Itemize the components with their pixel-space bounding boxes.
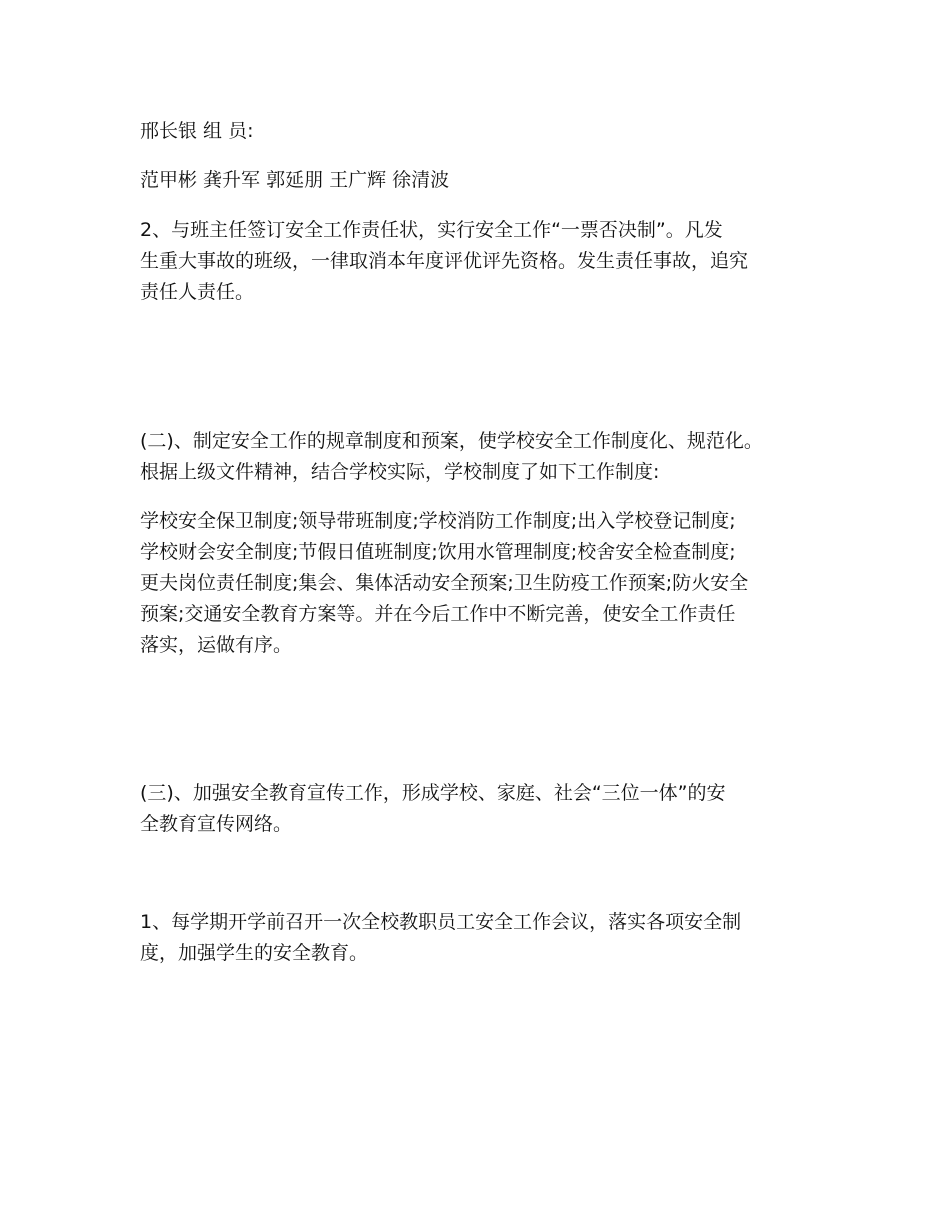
text-line: 2、与班主任签订安全工作责任状，实行安全工作“一票否决制”。凡发	[140, 219, 723, 241]
text-line: 责任人责任。	[140, 281, 255, 303]
item-2-responsibility	[140, 215, 820, 308]
text-line: 落实，运做有序。	[140, 634, 293, 656]
text-line: 度，加强学生的安全教育。	[140, 942, 369, 964]
text-line: 预案;交通安全教育方案等。并在今后工作中不断完善，使安全工作责任	[140, 603, 736, 625]
text-line: 学校安全保卫制度;领导带班制度;学校消防工作制度;出入学校登记制度;	[140, 510, 736, 532]
rules-list	[140, 506, 820, 661]
text-line: 更夫岗位责任制度;集会、集体活动安全预案;卫生防疫工作预案;防火安全	[140, 572, 749, 594]
text-line: 生重大事故的班级，一律取消本年度评优评先资格。发生责任事故，追究	[140, 250, 749, 272]
text-line: 1、每学期开学前召开一次全校教职员工安全工作会议，落实各项安全制	[140, 911, 742, 933]
text-line: 全教育宣传网络。	[140, 813, 293, 835]
text-line: (三)、加强安全教育宣传工作，形成学校、家庭、社会“三位一体”的安	[140, 782, 726, 804]
text-line: (二)、制定安全工作的规章制度和预案，使学校安全工作制度化、规范化。	[140, 430, 763, 452]
text-line: 范甲彬 龚升军 郭延朋 王广辉 徐清波	[140, 169, 450, 191]
item-1-meeting	[140, 907, 820, 969]
members-list	[140, 165, 820, 196]
text-line: 邢长银 组 员:	[140, 120, 254, 142]
section-2-rules	[140, 426, 820, 488]
section-3-education	[140, 778, 820, 840]
members-heading	[140, 116, 820, 147]
text-line: 学校财会安全制度;节假日值班制度;饮用水管理制度;校舍安全检查制度;	[140, 541, 736, 563]
text-line: 根据上级文件精神，结合学校实际，学校制度了如下工作制度:	[140, 461, 660, 483]
